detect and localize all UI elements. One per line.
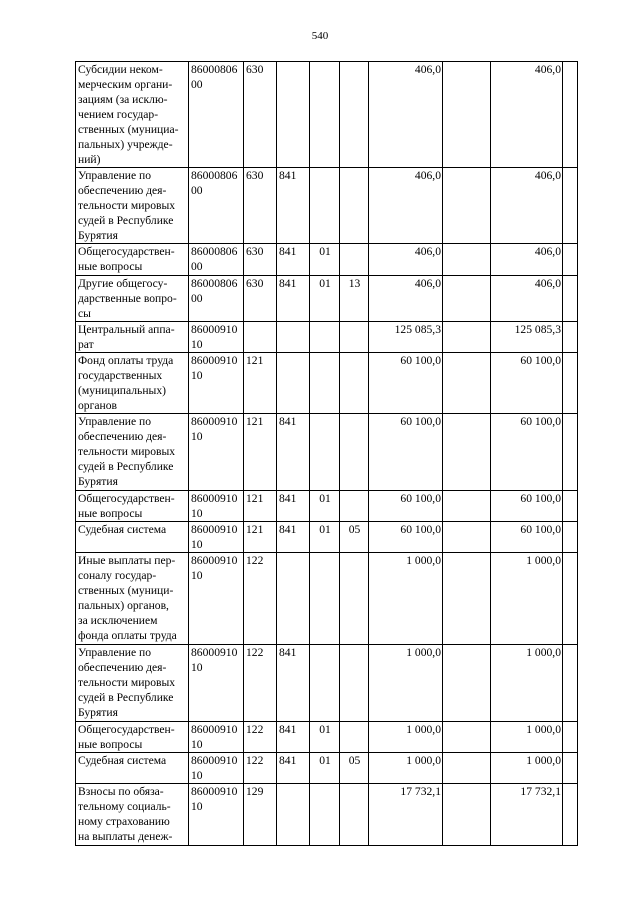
row-empty-cell bbox=[443, 491, 491, 522]
row-vr: 630 bbox=[244, 62, 277, 168]
row-empty-cell bbox=[443, 645, 491, 722]
row-code: 86000910 10 bbox=[189, 722, 244, 753]
row-empty-cell bbox=[443, 753, 491, 784]
table-row bbox=[76, 645, 578, 722]
row-rz bbox=[310, 168, 340, 244]
table-row bbox=[76, 722, 578, 753]
row-rz bbox=[310, 784, 340, 846]
row-vr: 630 bbox=[244, 276, 277, 322]
row-vr: 630 bbox=[244, 168, 277, 244]
row-sum-2: 60 100,0 bbox=[491, 353, 563, 414]
row-sum-1: 17 732,1 bbox=[369, 784, 443, 846]
row-sum-2: 125 085,3 bbox=[491, 322, 563, 353]
table-row bbox=[76, 62, 578, 168]
row-code: 86000806 00 bbox=[189, 62, 244, 168]
row-code: 86000910 10 bbox=[189, 753, 244, 784]
row-sum-2: 406,0 bbox=[491, 244, 563, 276]
row-sum-2: 1 000,0 bbox=[491, 553, 563, 645]
row-pr bbox=[340, 491, 369, 522]
row-name: Центральный аппа- рат bbox=[76, 322, 189, 353]
table-row bbox=[76, 784, 578, 846]
row-name: Общегосударствен- ные вопросы bbox=[76, 722, 189, 753]
row-pr bbox=[340, 553, 369, 645]
row-last-cell bbox=[563, 414, 578, 491]
row-ved: 841 bbox=[277, 645, 310, 722]
row-name: Управление по обеспечению дея- тельности мировых судей в Республике Бурятия bbox=[76, 168, 189, 244]
row-code: 86000910 10 bbox=[189, 491, 244, 522]
row-vr: 122 bbox=[244, 753, 277, 784]
row-rz: 01 bbox=[310, 722, 340, 753]
row-vr: 122 bbox=[244, 553, 277, 645]
row-sum-1: 60 100,0 bbox=[369, 522, 443, 553]
page-number: 540 bbox=[311, 30, 329, 42]
row-code: 86000910 10 bbox=[189, 784, 244, 846]
row-rz bbox=[310, 353, 340, 414]
row-ved: 841 bbox=[277, 491, 310, 522]
row-vr: 129 bbox=[244, 784, 277, 846]
table-row bbox=[76, 353, 578, 414]
row-sum-1: 1 000,0 bbox=[369, 553, 443, 645]
row-name: Субсидии неком- мерческим органи- зациям (за исклю- чением государ- ственных (мунициа- пальных) учрежде- ний) bbox=[76, 62, 189, 168]
row-sum-1: 60 100,0 bbox=[369, 353, 443, 414]
row-rz: 01 bbox=[310, 753, 340, 784]
row-last-cell bbox=[563, 522, 578, 553]
row-sum-2: 17 732,1 bbox=[491, 784, 563, 846]
row-sum-2: 1 000,0 bbox=[491, 753, 563, 784]
row-sum-1: 406,0 bbox=[369, 276, 443, 322]
row-sum-1: 406,0 bbox=[369, 168, 443, 244]
row-ved: 841 bbox=[277, 168, 310, 244]
row-ved: 841 bbox=[277, 753, 310, 784]
budget-table-body bbox=[76, 62, 578, 846]
row-rz bbox=[310, 414, 340, 491]
row-sum-1: 60 100,0 bbox=[369, 414, 443, 491]
row-rz: 01 bbox=[310, 244, 340, 276]
row-sum-2: 406,0 bbox=[491, 276, 563, 322]
row-ved: 841 bbox=[277, 244, 310, 276]
row-name: Управление по обеспечению дея- тельности мировых судей в Республике Бурятия bbox=[76, 645, 189, 722]
row-last-cell bbox=[563, 491, 578, 522]
row-empty-cell bbox=[443, 168, 491, 244]
row-empty-cell bbox=[443, 522, 491, 553]
row-vr: 630 bbox=[244, 244, 277, 276]
row-rz: 01 bbox=[310, 522, 340, 553]
row-code: 86000910 10 bbox=[189, 414, 244, 491]
row-ved bbox=[277, 784, 310, 846]
row-vr: 121 bbox=[244, 414, 277, 491]
row-vr: 121 bbox=[244, 491, 277, 522]
row-code: 86000910 10 bbox=[189, 322, 244, 353]
row-empty-cell bbox=[443, 722, 491, 753]
row-name: Судебная система bbox=[76, 522, 189, 553]
row-sum-2: 406,0 bbox=[491, 62, 563, 168]
table-row bbox=[76, 553, 578, 645]
row-code: 86000910 10 bbox=[189, 522, 244, 553]
budget-table bbox=[75, 61, 578, 846]
row-name: Другие общегосу- дарственные вопро- сы bbox=[76, 276, 189, 322]
table-row bbox=[76, 491, 578, 522]
row-last-cell bbox=[563, 353, 578, 414]
row-ved bbox=[277, 322, 310, 353]
row-vr bbox=[244, 322, 277, 353]
table-row bbox=[76, 522, 578, 553]
row-name: Управление по обеспечению дея- тельности мировых судей в Республике Бурятия bbox=[76, 414, 189, 491]
row-ved bbox=[277, 553, 310, 645]
row-name: Фонд оплаты труда государственных (муниципальных) органов bbox=[76, 353, 189, 414]
row-sum-1: 60 100,0 bbox=[369, 491, 443, 522]
row-name: Взносы по обяза- тельному социаль- ному страхованию на выплаты денеж- bbox=[76, 784, 189, 846]
row-pr bbox=[340, 353, 369, 414]
row-sum-1: 1 000,0 bbox=[369, 753, 443, 784]
table-row bbox=[76, 322, 578, 353]
row-ved bbox=[277, 353, 310, 414]
row-sum-1: 1 000,0 bbox=[369, 722, 443, 753]
row-sum-1: 125 085,3 bbox=[369, 322, 443, 353]
row-code: 86000910 10 bbox=[189, 353, 244, 414]
row-last-cell bbox=[563, 276, 578, 322]
row-last-cell bbox=[563, 784, 578, 846]
row-pr bbox=[340, 244, 369, 276]
row-empty-cell bbox=[443, 276, 491, 322]
row-sum-2: 1 000,0 bbox=[491, 645, 563, 722]
row-rz bbox=[310, 553, 340, 645]
row-rz bbox=[310, 62, 340, 168]
row-ved bbox=[277, 62, 310, 168]
row-empty-cell bbox=[443, 244, 491, 276]
row-name: Общегосударствен- ные вопросы bbox=[76, 491, 189, 522]
row-pr bbox=[340, 322, 369, 353]
row-sum-2: 1 000,0 bbox=[491, 722, 563, 753]
row-name: Судебная система bbox=[76, 753, 189, 784]
row-pr bbox=[340, 414, 369, 491]
row-rz: 01 bbox=[310, 276, 340, 322]
row-pr: 13 bbox=[340, 276, 369, 322]
row-rz: 01 bbox=[310, 491, 340, 522]
row-pr: 05 bbox=[340, 522, 369, 553]
row-sum-1: 1 000,0 bbox=[369, 645, 443, 722]
row-last-cell bbox=[563, 168, 578, 244]
row-sum-2: 60 100,0 bbox=[491, 522, 563, 553]
row-name: Иные выплаты пер- соналу государ- ственных (муници- пальных) органов, за исключением фонда оплаты труда bbox=[76, 553, 189, 645]
row-empty-cell bbox=[443, 62, 491, 168]
table-row bbox=[76, 168, 578, 244]
row-last-cell bbox=[563, 722, 578, 753]
row-pr bbox=[340, 168, 369, 244]
row-last-cell bbox=[563, 322, 578, 353]
row-empty-cell bbox=[443, 353, 491, 414]
row-code: 86000806 00 bbox=[189, 244, 244, 276]
row-last-cell bbox=[563, 645, 578, 722]
table-row bbox=[76, 276, 578, 322]
row-last-cell bbox=[563, 62, 578, 168]
row-pr: 05 bbox=[340, 753, 369, 784]
row-pr bbox=[340, 645, 369, 722]
row-rz bbox=[310, 645, 340, 722]
row-sum-1: 406,0 bbox=[369, 62, 443, 168]
row-empty-cell bbox=[443, 414, 491, 491]
row-empty-cell bbox=[443, 553, 491, 645]
row-vr: 122 bbox=[244, 645, 277, 722]
row-last-cell bbox=[563, 753, 578, 784]
row-code: 86000806 00 bbox=[189, 168, 244, 244]
row-last-cell bbox=[563, 553, 578, 645]
row-pr bbox=[340, 784, 369, 846]
row-sum-2: 60 100,0 bbox=[491, 491, 563, 522]
row-vr: 121 bbox=[244, 522, 277, 553]
table-row bbox=[76, 753, 578, 784]
row-ved: 841 bbox=[277, 414, 310, 491]
row-rz bbox=[310, 322, 340, 353]
row-ved: 841 bbox=[277, 722, 310, 753]
row-name: Общегосударствен- ные вопросы bbox=[76, 244, 189, 276]
row-vr: 121 bbox=[244, 353, 277, 414]
table-row bbox=[76, 244, 578, 276]
row-ved: 841 bbox=[277, 522, 310, 553]
row-code: 86000806 00 bbox=[189, 276, 244, 322]
row-ved: 841 bbox=[277, 276, 310, 322]
row-sum-1: 406,0 bbox=[369, 244, 443, 276]
row-empty-cell bbox=[443, 784, 491, 846]
row-empty-cell bbox=[443, 322, 491, 353]
row-last-cell bbox=[563, 244, 578, 276]
row-vr: 122 bbox=[244, 722, 277, 753]
row-code: 86000910 10 bbox=[189, 553, 244, 645]
row-pr bbox=[340, 722, 369, 753]
row-sum-2: 60 100,0 bbox=[491, 414, 563, 491]
row-sum-2: 406,0 bbox=[491, 168, 563, 244]
row-code: 86000910 10 bbox=[189, 645, 244, 722]
row-pr bbox=[340, 62, 369, 168]
table-row bbox=[76, 414, 578, 491]
